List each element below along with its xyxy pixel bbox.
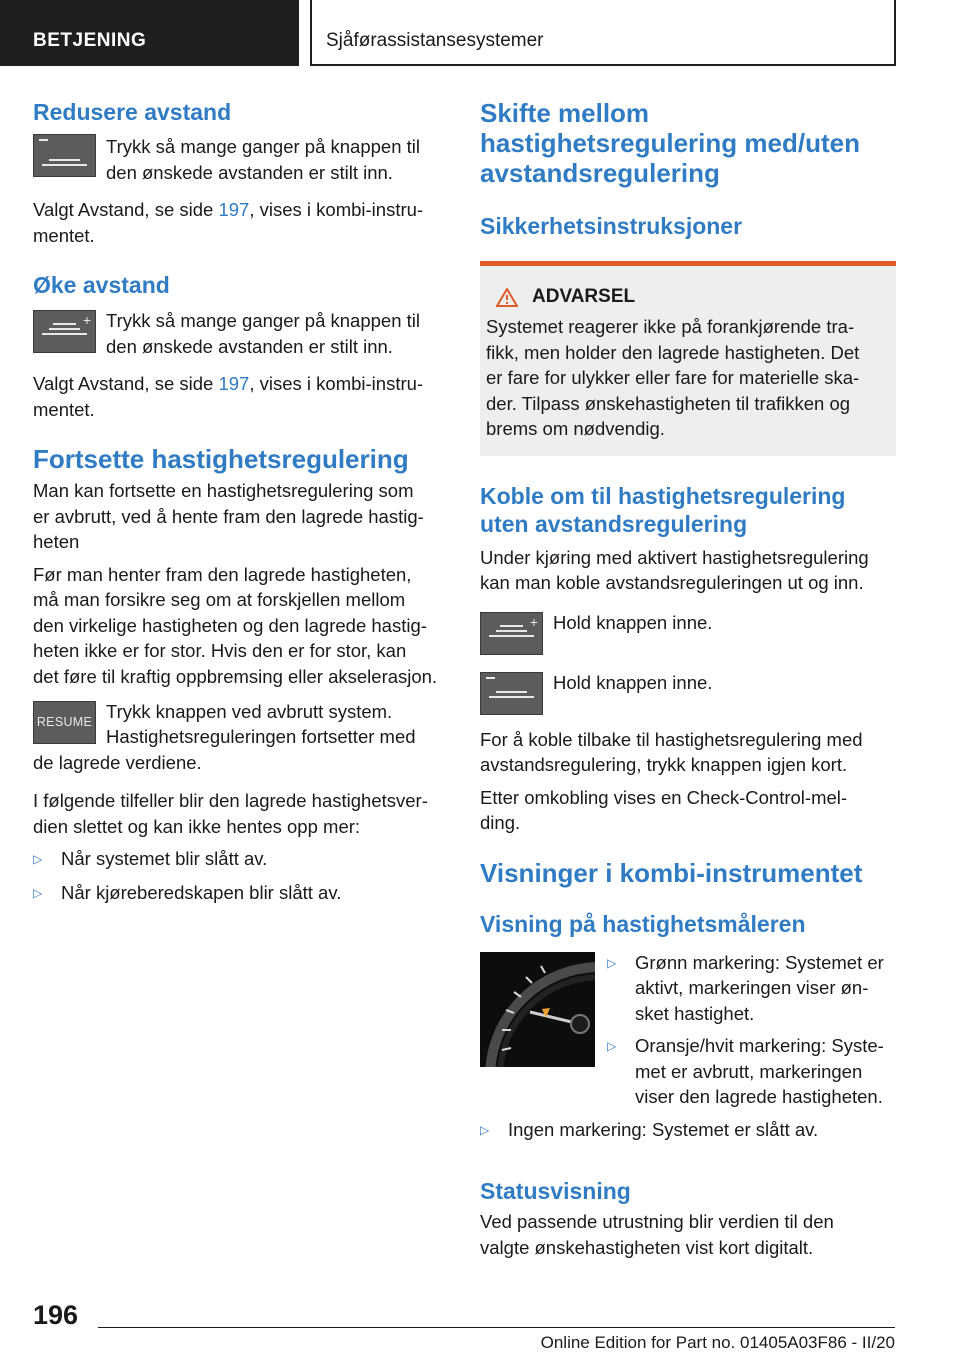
resume-heading: Fortsette hastighetsregulering: [33, 444, 409, 474]
speedometer-bullet-list: [607, 950, 884, 1110]
reduce-instruction: Trykk så mange ganger på knappen til den ønskede avstanden er stilt inn.: [33, 144, 448, 185]
hold-instruction-2: Hold knappen inne.: [480, 670, 896, 715]
switch-off-heading: Koble om til hastighetsregulering uten avstandsregulering: [480, 482, 846, 537]
edition-text: Online Edition for Part no. 01405A03F86 - II/20: [540, 1333, 895, 1352]
resume-after-l1: Hastighetsreguleringen fortsetter med: [106, 726, 416, 747]
safety-heading: Sikkerhetsinstruksjoner: [480, 213, 743, 239]
section-tab: [0, 0, 299, 66]
list-item: ▷ Grønn markering: Systemet er aktivt, markeringen viser øn- sket hastighet.: [607, 950, 884, 1027]
switch-heading: Skifte mellom hastighetsregulering med/uten avstandsregulering: [480, 98, 860, 188]
distance-decrease-button-icon: [480, 672, 543, 715]
speedometer-section: [480, 952, 896, 1110]
increase-reference: Valgt Avstand, se side 197, vises i kombi-instru- mentet.: [33, 373, 424, 420]
resume-paragraph-2: Før man henter fram den lagrede hastigheten, må man forsikre seg om at forskjellen mellom den virkelige hastigheten og den lagrede hastig- heten ikke er for stor. Hvis den er for stor, kan det føre til kraftig oppbremsing eller akselerasjon.: [33, 563, 438, 687]
warning-box: [480, 261, 896, 456]
display-heading: Visninger i kombi-instrumentet: [480, 857, 863, 888]
page-link[interactable]: 197: [218, 199, 250, 220]
warning-title: ADVARSEL: [486, 286, 890, 308]
list-item: ▷ Når kjøreberedskapen blir slått av.: [33, 880, 448, 907]
bullet-triangle-icon: ▷: [480, 1122, 490, 1137]
footer-divider: [98, 1327, 895, 1328]
switch-back-text: For å koble tilbake til hastighetsregulering med avstandsregulering, trykk knappen igjen kort.: [480, 728, 863, 775]
resume-after-l2: de lagrede verdiene.: [33, 751, 202, 773]
section-label: BETJENING: [33, 30, 147, 51]
speedometer-image: [480, 952, 595, 1067]
bullet-triangle-icon: ▷: [607, 1039, 617, 1053]
reduce-reference: Valgt Avstand, se side 197, vises i kombi-instru- mentet.: [33, 199, 424, 246]
no-mark-list: [480, 1117, 896, 1144]
bullet-triangle-icon: ▷: [33, 885, 43, 900]
status-heading: Statusvisning: [480, 1178, 631, 1204]
page-link[interactable]: 197: [218, 373, 250, 394]
bullet-triangle-icon: ▷: [607, 955, 617, 970]
reduce-distance-heading: Redusere avstand: [33, 99, 232, 125]
status-text: Ved passende utrustning blir verdien til den valgte ønskehastigheten vist kort digitalt.: [480, 1211, 834, 1258]
resume-bullet-list: [33, 846, 448, 906]
increase-instruction: + Trykk så mange ganger på knappen til den ønskede avstanden er stilt inn.: [33, 308, 448, 359]
list-item: ▷ Når systemet blir slått av.: [33, 846, 448, 873]
switch-off-intro: Under kjøring med aktivert hastighetsregulering kan man koble avstandsreguleringen ut og inn.: [480, 546, 869, 593]
resume-button-text: Trykk knappen ved avbrutt system.: [106, 701, 393, 722]
increase-distance-heading: Øke avstand: [33, 272, 170, 298]
list-item: ▷ Ingen markering: Systemet er slått av.: [480, 1117, 896, 1144]
warning-triangle-icon: [496, 288, 518, 307]
distance-increase-button-icon: +: [33, 310, 96, 353]
right-column: [480, 98, 896, 1260]
resume-button-icon: RESUME: [33, 701, 96, 744]
speedometer-heading: Visning på hastighetsmåleren: [480, 910, 806, 937]
page-number: 196: [33, 1300, 79, 1330]
resume-paragraph-3: I følgende tilfeller blir den lagrede hastighetsver- dien slettet og kan ikke hentes opp mer:: [33, 790, 428, 837]
check-control-text: Etter omkobling vises en Check-Control-mel- ding.: [480, 786, 848, 833]
chapter-label: Sjåførassistansesystemer: [326, 30, 544, 51]
chapter-tab: [310, 0, 896, 66]
warning-text: Systemet reagerer ikke på forankjørende tra- fikk, men holder den lagrede hastigheten. Det er fare for ulykker eller fare for materielle ska- der. Tilpass ønskehastigheten til trafikken og brems om nødvendig.: [486, 316, 860, 439]
hold-instruction-1: + Hold knappen inne.: [480, 610, 896, 655]
bullet-triangle-icon: ▷: [33, 852, 43, 866]
distance-decrease-button-icon: [33, 134, 96, 177]
distance-increase-button-icon: +: [480, 612, 543, 655]
resume-paragraph-1: Man kan fortsette en hastighetsregulering som er avbrutt, ved å hente fram den lagrede hastig- heten: [33, 480, 424, 552]
left-column: [33, 98, 448, 906]
list-item: ▷ Oransje/hvit markering: Syste- met er avbrutt, markeringen viser den lagrede hastigheten.: [607, 1033, 884, 1110]
